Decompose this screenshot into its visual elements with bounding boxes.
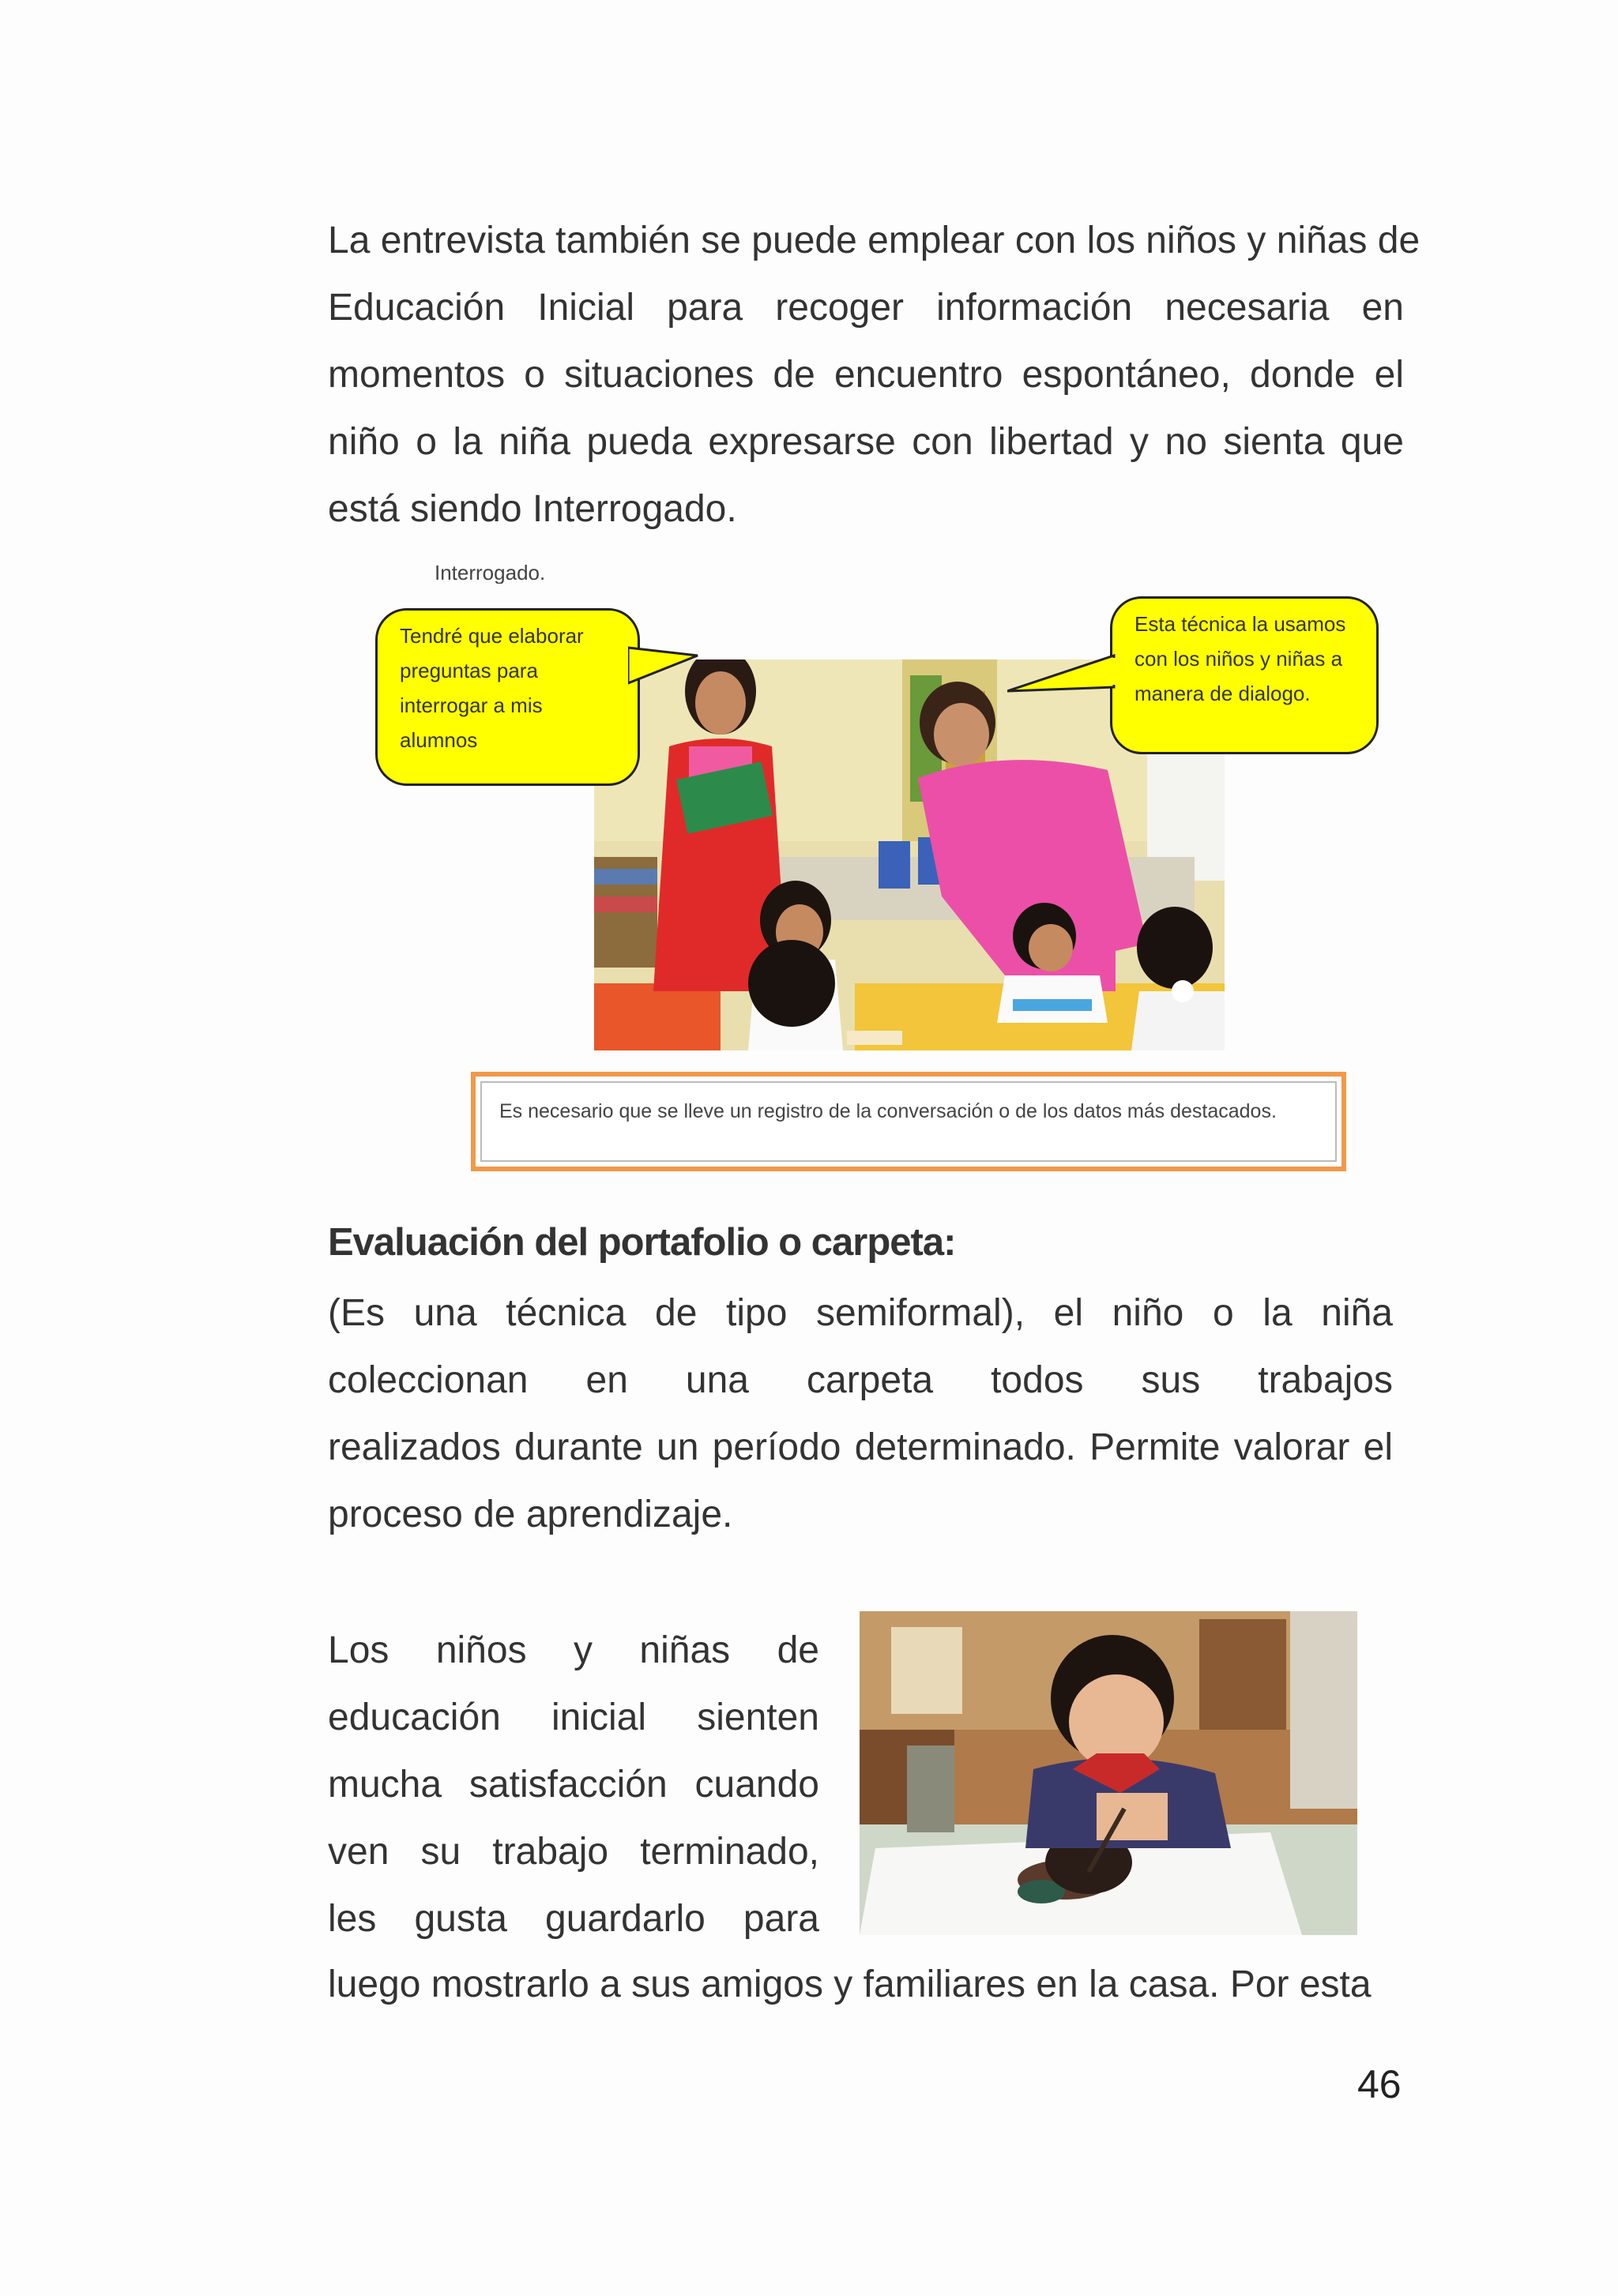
caption-text: Es necesario que se lleve un registro de la conversación o de los datos más destacados. [499, 1100, 1277, 1122]
paragraph-portfolio [328, 1280, 1393, 1548]
text-line: mucha satisfacción cuando [328, 1764, 819, 1806]
text-line: realizados durante un período determinado. Permite valorar el [328, 1426, 1393, 1468]
page-number: 46 [1357, 2062, 1402, 2106]
text-line: Los niños y niñas de [328, 1629, 819, 1671]
text-line: está siendo Interrogado. [328, 488, 737, 530]
text-line: La entrevista también se puede emplear con los niños y niñas de [328, 220, 1420, 261]
figure-cropped-text: Interrogado. [435, 565, 546, 584]
text-line: (Es una técnica de tipo semiformal), el niño o la niña [328, 1292, 1393, 1334]
text-line: momentos o situaciones de encuentro espontáneo, donde el [328, 354, 1404, 396]
text-line: niño o la niña pueda expresarse con libertad y no sienta que [328, 421, 1404, 463]
text-line: proceso de aprendizaje. [328, 1494, 733, 1535]
paragraph-children-satisfaction [328, 1617, 819, 1952]
section-heading: Evaluación del portafolio o carpeta: [328, 1221, 956, 1264]
text-line: luego mostrarlo a sus amigos y familiares en la casa. Por esta [328, 1963, 1372, 2005]
speech-bubble-teacher-right: Esta técnica la usamos con los niños y niñas a manera de dialogo. [1110, 596, 1379, 754]
bubble-tail-icon [1007, 652, 1118, 699]
speech-bubble-teacher-left: Tendré que elaborar preguntas para interrogar a mis alumnos [375, 608, 640, 786]
text-line: les gusta guardarlo para [328, 1898, 819, 1940]
text-line: ven su trabajo terminado, [328, 1831, 819, 1873]
interview-figure [371, 565, 1390, 1054]
bubble-tail-icon [628, 640, 699, 703]
caption-box [471, 1072, 1346, 1171]
paragraph-interview [328, 207, 1420, 543]
text-line: educación inicial sienten [328, 1697, 819, 1738]
text-line: Educación Inicial para recoger información necesaria en [328, 287, 1404, 329]
text-line: coleccionan en una carpeta todos sus trabajos [328, 1359, 1393, 1401]
child-painting-photo [860, 1611, 1357, 1935]
